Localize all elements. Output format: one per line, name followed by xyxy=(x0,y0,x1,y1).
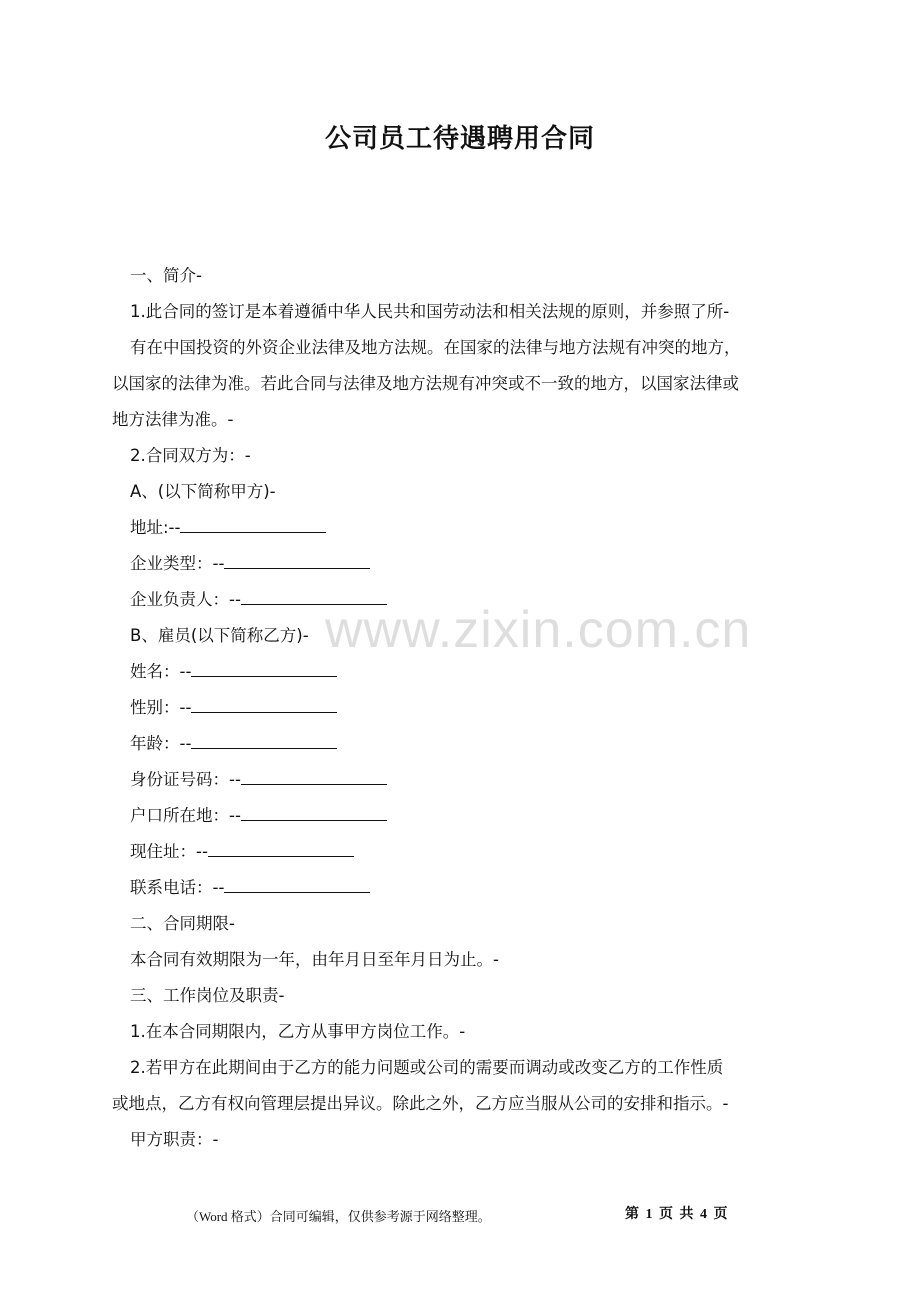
form-field-phone xyxy=(112,870,812,906)
form-field-enterprise-type xyxy=(112,546,812,582)
paragraph-line: 2.若甲方在此期间由于乙方的能力问题或公司的需要而调动或改变乙方的工作性质 xyxy=(130,1058,724,1077)
field-label: 性别：-- xyxy=(130,698,192,717)
paragraph-line: 有在中国投资的外资企业法律及地方法规。在国家的法律与地方法规有冲突的地方， xyxy=(130,338,741,357)
document-title: 公司员工待遇聘用合同 xyxy=(324,124,595,154)
form-field-address xyxy=(112,510,812,546)
party-b-heading: B、雇员(以下简称乙方)- xyxy=(130,626,309,645)
fill-in-blank xyxy=(180,514,326,533)
fill-in-blank xyxy=(224,550,370,569)
parties-intro: 2.合同双方为：- xyxy=(130,446,251,465)
page-number: 第 1 页 共 4 页 xyxy=(625,1207,728,1222)
field-label: 企业负责人：-- xyxy=(130,590,241,609)
form-field-current-address xyxy=(112,834,812,870)
employer-duty-heading: 甲方职责：- xyxy=(130,1130,219,1149)
footer-note: （Word 格式）合同可编辑，仅供参考源于网络整理。 xyxy=(186,1209,491,1224)
field-label: 身份证号码：-- xyxy=(130,770,241,789)
form-field-household xyxy=(112,798,812,834)
form-field-gender xyxy=(112,690,812,726)
paragraph-line: 或地点，乙方有权向管理层提出异议。除此之外，乙方应当服从公司的安排和指示。- xyxy=(112,1094,729,1113)
paragraph-line: 1.此合同的签订是本着遵循中华人民共和国劳动法和相关法规的原则，并参照了所- xyxy=(130,302,730,321)
fill-in-blank xyxy=(191,658,337,677)
fill-in-blank xyxy=(191,730,337,749)
paragraph-line: 1.在本合同期限内，乙方从事甲方岗位工作。- xyxy=(130,1022,466,1041)
field-label: 姓名：-- xyxy=(130,662,192,681)
form-field-id-number xyxy=(112,762,812,798)
paragraph-line: 地方法律为准。- xyxy=(112,410,234,429)
fill-in-blank xyxy=(191,694,337,713)
fill-in-blank xyxy=(241,802,387,821)
section-heading-duty: 三、工作岗位及职责- xyxy=(130,986,285,1005)
paragraph-line: 本合同有效期限为一年，由年月日至年月日为止。- xyxy=(130,950,499,969)
field-label: 地址:-- xyxy=(130,518,181,537)
paragraph-line: 以国家的法律为准。若此合同与法律及地方法规有冲突或不一致的地方，以国家法律或 xyxy=(112,374,739,393)
field-label: 户口所在地：-- xyxy=(130,806,241,825)
form-field-age xyxy=(112,726,812,762)
field-label: 企业类型：-- xyxy=(130,554,225,573)
document-body xyxy=(112,258,812,1158)
field-label: 现住址：-- xyxy=(130,842,208,861)
fill-in-blank xyxy=(208,838,354,857)
fill-in-blank xyxy=(241,766,387,785)
field-label: 联系电话：-- xyxy=(130,878,225,897)
field-label: 年龄：-- xyxy=(130,734,192,753)
fill-in-blank xyxy=(224,874,370,893)
section-heading-intro: 一、简介- xyxy=(130,266,202,285)
section-heading-term: 二、合同期限- xyxy=(130,914,235,933)
watermark: www.zixin.com.cn xyxy=(325,601,752,659)
party-a-heading: A、(以下简称甲方)- xyxy=(130,482,276,501)
